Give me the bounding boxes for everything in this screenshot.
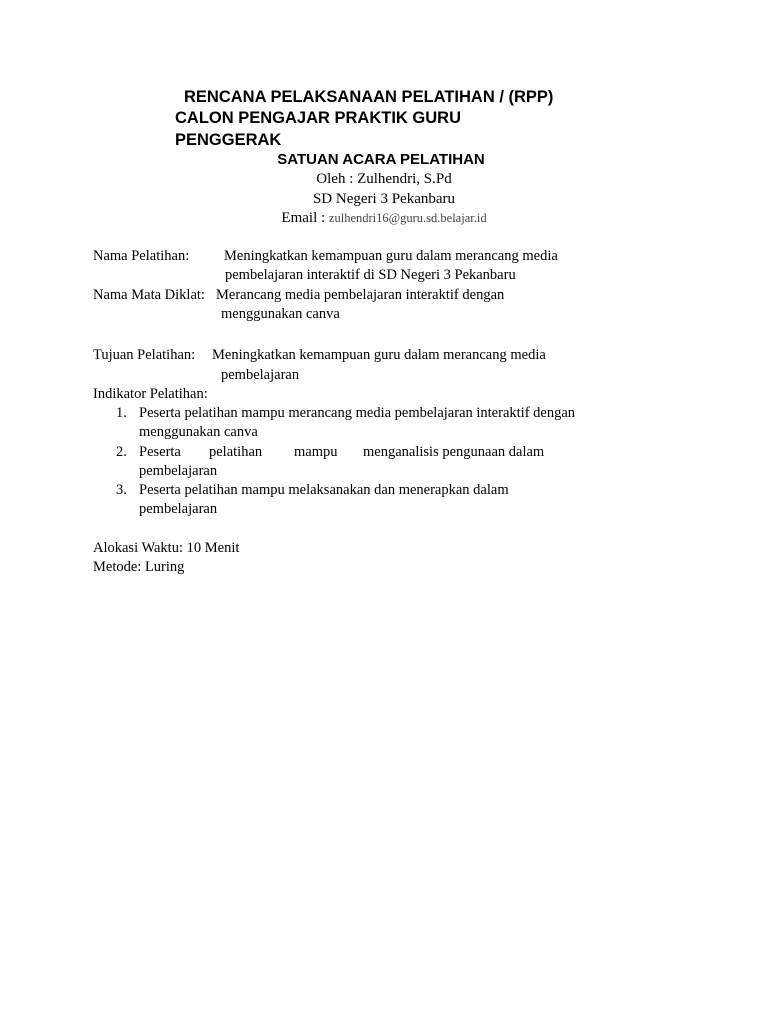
email-label: Email : [281, 210, 329, 226]
tujuan-pelatihan-line1: Meningkatkan kemampuan guru dalam merancang media [212, 347, 546, 363]
title-line-1: RENCANA PELAKSANAAN PELATIHAN / (RPP) [184, 88, 554, 106]
email-value: zulhendri16@guru.sd.belajar.id [328, 211, 487, 225]
indikator-3-number: 3. [116, 482, 127, 498]
indikator-2-word-4: menganalisis pengunaan dalam [363, 444, 545, 460]
indikator-2-word-2: pelatihan [209, 444, 263, 460]
indikator-2-line2: pembelajaran [139, 463, 218, 479]
author-line: Oleh : Zulhendri, S.Pd [316, 171, 452, 187]
nama-mata-diklat-label: Nama Mata Diklat: [93, 287, 205, 303]
indikator-1-line1: Peserta pelatihan mampu merancang media pembelajaran interaktif dengan [139, 405, 576, 421]
subtitle: SATUAN ACARA PELATIHAN [277, 151, 485, 168]
nama-mata-diklat-line2: menggunakan canva [221, 306, 340, 322]
tujuan-pelatihan-line2: pembelajaran [221, 367, 300, 383]
indikator-3-line2: pembelajaran [139, 501, 218, 517]
email-line [0, 210, 768, 227]
title-line-2: CALON PENGAJAR PRAKTIK GURU [175, 109, 462, 127]
nama-pelatihan-line2: pembelajaran interaktif di SD Negeri 3 Pekanbaru [225, 267, 516, 283]
indikator-1-number: 1. [116, 405, 127, 421]
indikator-label: Indikator Pelatihan: [93, 386, 208, 402]
title-line-3: PENGGERAK [175, 131, 282, 149]
school-line: SD Negeri 3 Pekanbaru [312, 191, 456, 207]
nama-mata-diklat-line1: Merancang media pembelajaran interaktif dengan [216, 287, 505, 303]
indikator-3-line1: Peserta pelatihan mampu melaksanakan dan menerapkan dalam [139, 482, 509, 498]
tujuan-pelatihan-label: Tujuan Pelatihan: [93, 347, 196, 363]
indikator-2-word-3: mampu [294, 444, 338, 460]
indikator-1-line2: menggunakan canva [139, 424, 258, 440]
indikator-2-number: 2. [116, 444, 127, 460]
subtitle-container [0, 151, 768, 168]
alokasi-waktu: Alokasi Waktu: 10 Menit [93, 540, 240, 556]
indikator-2-word-1: Peserta [139, 444, 181, 460]
nama-pelatihan-line1: Meningkatkan kemampuan guru dalam merancang media [224, 248, 558, 264]
metode: Metode: Luring [93, 559, 185, 575]
nama-pelatihan-label: Nama Pelatihan: [93, 248, 190, 264]
